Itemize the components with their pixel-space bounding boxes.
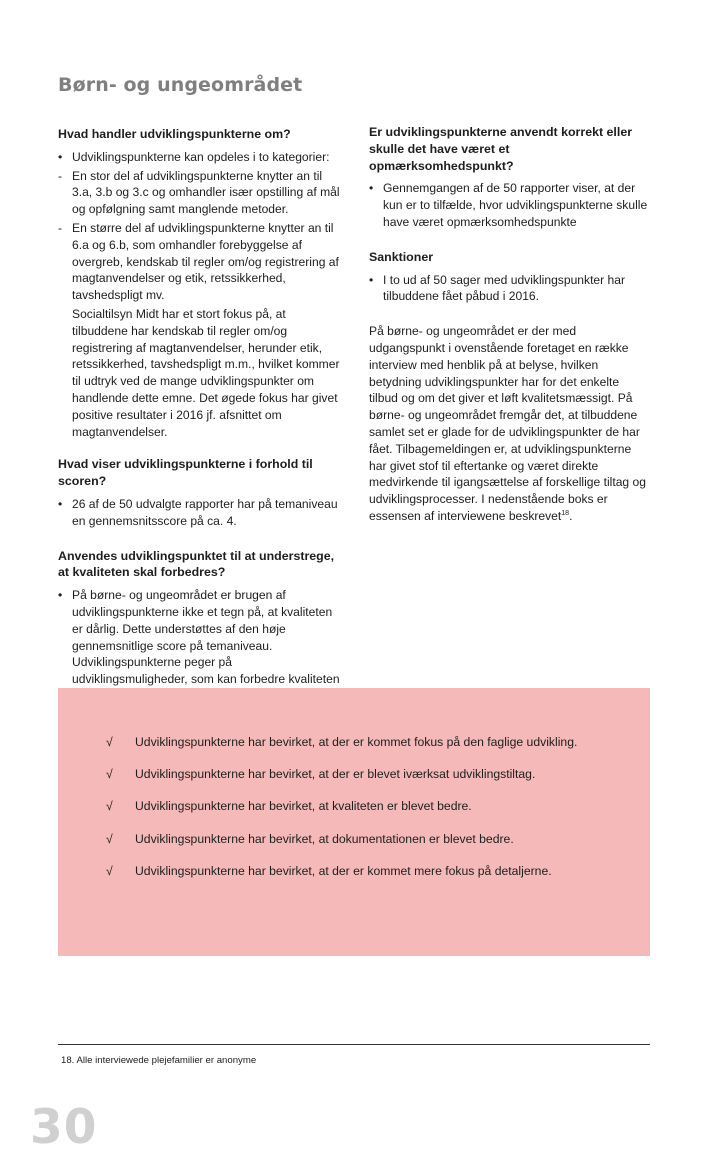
box-item-text: Udviklingspunkterne har bevirket, at der er blevet iværksat udviklingstiltag. xyxy=(135,767,536,781)
list-item-text: I to ud af 50 sager med udviklingspunkter har tilbuddene fået påbud i 2016. xyxy=(383,272,626,304)
left-column xyxy=(58,72,340,707)
check-icon: √ xyxy=(106,832,113,846)
footnote: 18. Alle interviewede plejefamilier er anonyme xyxy=(61,1055,257,1066)
box-item xyxy=(106,734,577,750)
list-item xyxy=(369,272,651,306)
list-item-text: En større del af udviklingspunkterne knytter an til 6.a og 6.b, som omhandler forebyggelse af overgreb, kendskab til regler om/og registrering af magtanvendelser og etik, retssikkerhed, tavshedspligt mv. xyxy=(72,220,339,303)
findings-box xyxy=(58,688,650,956)
bullet-mark: • xyxy=(58,588,63,603)
section-heading-1: Hvad handler udviklingspunkterne om? xyxy=(58,127,291,141)
check-icon: √ xyxy=(106,767,113,781)
bullet-mark: • xyxy=(369,272,374,287)
box-item-text: Udviklingspunkterne har bevirket, at der er kommet fokus på den faglige udvikling. xyxy=(135,735,578,749)
list-item xyxy=(58,220,340,304)
box-item-text: Udviklingspunkterne har bevirket, at der er kommet mere fokus på detaljerne. xyxy=(135,864,552,878)
page-number: 30 xyxy=(30,1100,98,1155)
paragraph-end: . xyxy=(569,508,573,523)
section-4-list xyxy=(369,180,651,230)
dash-mark: - xyxy=(58,220,63,235)
section-5-list xyxy=(369,272,651,306)
list-item-text: Gennemgangen af de 50 rapporter viser, at der kun er to tilfælde, hvor udviklingspunkterne skulle have været opmærksomhedspunkte xyxy=(383,181,648,229)
bullet-mark: • xyxy=(58,149,63,164)
section-1-paragraph: Socialtilsyn Midt har et stort fokus på, at tilbuddene har kendskab til regler om/og registrering af magtanvendelser, herunder etik, retssikkerhed, tavshedspligt m.m., hvilket kommer til udtryk ved de mange udviklingspunkter om handlende dette emne. Det øgede fokus har givet positive resultater i 2016 jf. afsnittet om magtanvendelser. xyxy=(72,306,340,439)
footnote-divider xyxy=(58,1044,650,1045)
box-item xyxy=(106,766,535,782)
section-2-list xyxy=(58,496,340,530)
footnote-ref: 18 xyxy=(561,509,570,517)
right-column xyxy=(369,74,651,525)
box-item xyxy=(106,798,472,814)
body-paragraph xyxy=(369,323,651,525)
box-item-text: Udviklingspunkterne har bevirket, at kvaliteten er blevet bedre. xyxy=(135,799,472,813)
list-item-text: Udviklingspunkterne kan opdeles i to kategorier: xyxy=(72,149,330,164)
page-title: Børn- og ungeområdet xyxy=(58,74,303,96)
section-1-list xyxy=(58,149,340,304)
list-item-text: På børne- og ungeområdet er brugen af udviklingspunkterne ikke et tegn på, at kvaliteten er dårlig. Dette understøttes af den høje gennemsnitlige score på temaniveau. Udviklingspunkterne peger på udviklingsmuligheder, som kan forbedre kvaliteten xyxy=(72,588,340,687)
list-item-text: En stor del af udviklingspunkterne knytter an til 3.a, 3.b og 3.c og omhandler især opstilling af mål og opfølgning samt manglende metoder. xyxy=(72,168,340,217)
box-item-text: Udviklingspunkterne har bevirket, at dokumentationen er blevet bedre. xyxy=(135,832,514,846)
check-icon: √ xyxy=(106,864,113,878)
box-item xyxy=(106,863,552,879)
section-heading-5: Sanktioner xyxy=(369,249,434,264)
list-item xyxy=(58,149,340,166)
box-item xyxy=(106,831,514,847)
check-icon: √ xyxy=(106,799,113,813)
list-item xyxy=(58,168,340,218)
dash-mark: - xyxy=(58,168,63,183)
bullet-mark: • xyxy=(369,181,374,196)
section-heading-2: Hvad viser udviklingspunkterne i forhold til scoren? xyxy=(58,457,313,489)
section-heading-4: Er udviklingspunkterne anvendt korrekt eller skulle det have været et opmærksomhedspunkt? xyxy=(369,125,633,173)
bullet-mark: • xyxy=(58,496,63,511)
paragraph-text: På børne- og ungeområdet er der med udgangspunkt i ovenstående foretaget en række interview med henblik på at belyse, hvilken betydning udviklingspunkter har for det enkelte tilbud og om det giver et løft kvalitetsmæssigt. På børne- og ungeområdet fremgår det, at tilbuddene samlet set er glade for de udviklingspunkter de har fået. Tilbagemeldingen er, at udviklingspunkterne har givet stof til eftertanke og været direkte medvirkende til igangsættelse af forskellige tiltag og udviklingsprocesser. I nedenstående boks er essensen af interviewene beskrevet xyxy=(369,324,646,523)
check-icon: √ xyxy=(106,735,113,749)
list-item xyxy=(58,496,340,530)
list-item-text: 26 af de 50 udvalgte rapporter har på temaniveau en gennemsnitsscore på ca. 4. xyxy=(72,496,338,528)
section-heading-3: Anvendes udviklingspunktet til at understrege, at kvaliteten skal forbedres? xyxy=(58,548,335,580)
list-item xyxy=(369,180,651,230)
